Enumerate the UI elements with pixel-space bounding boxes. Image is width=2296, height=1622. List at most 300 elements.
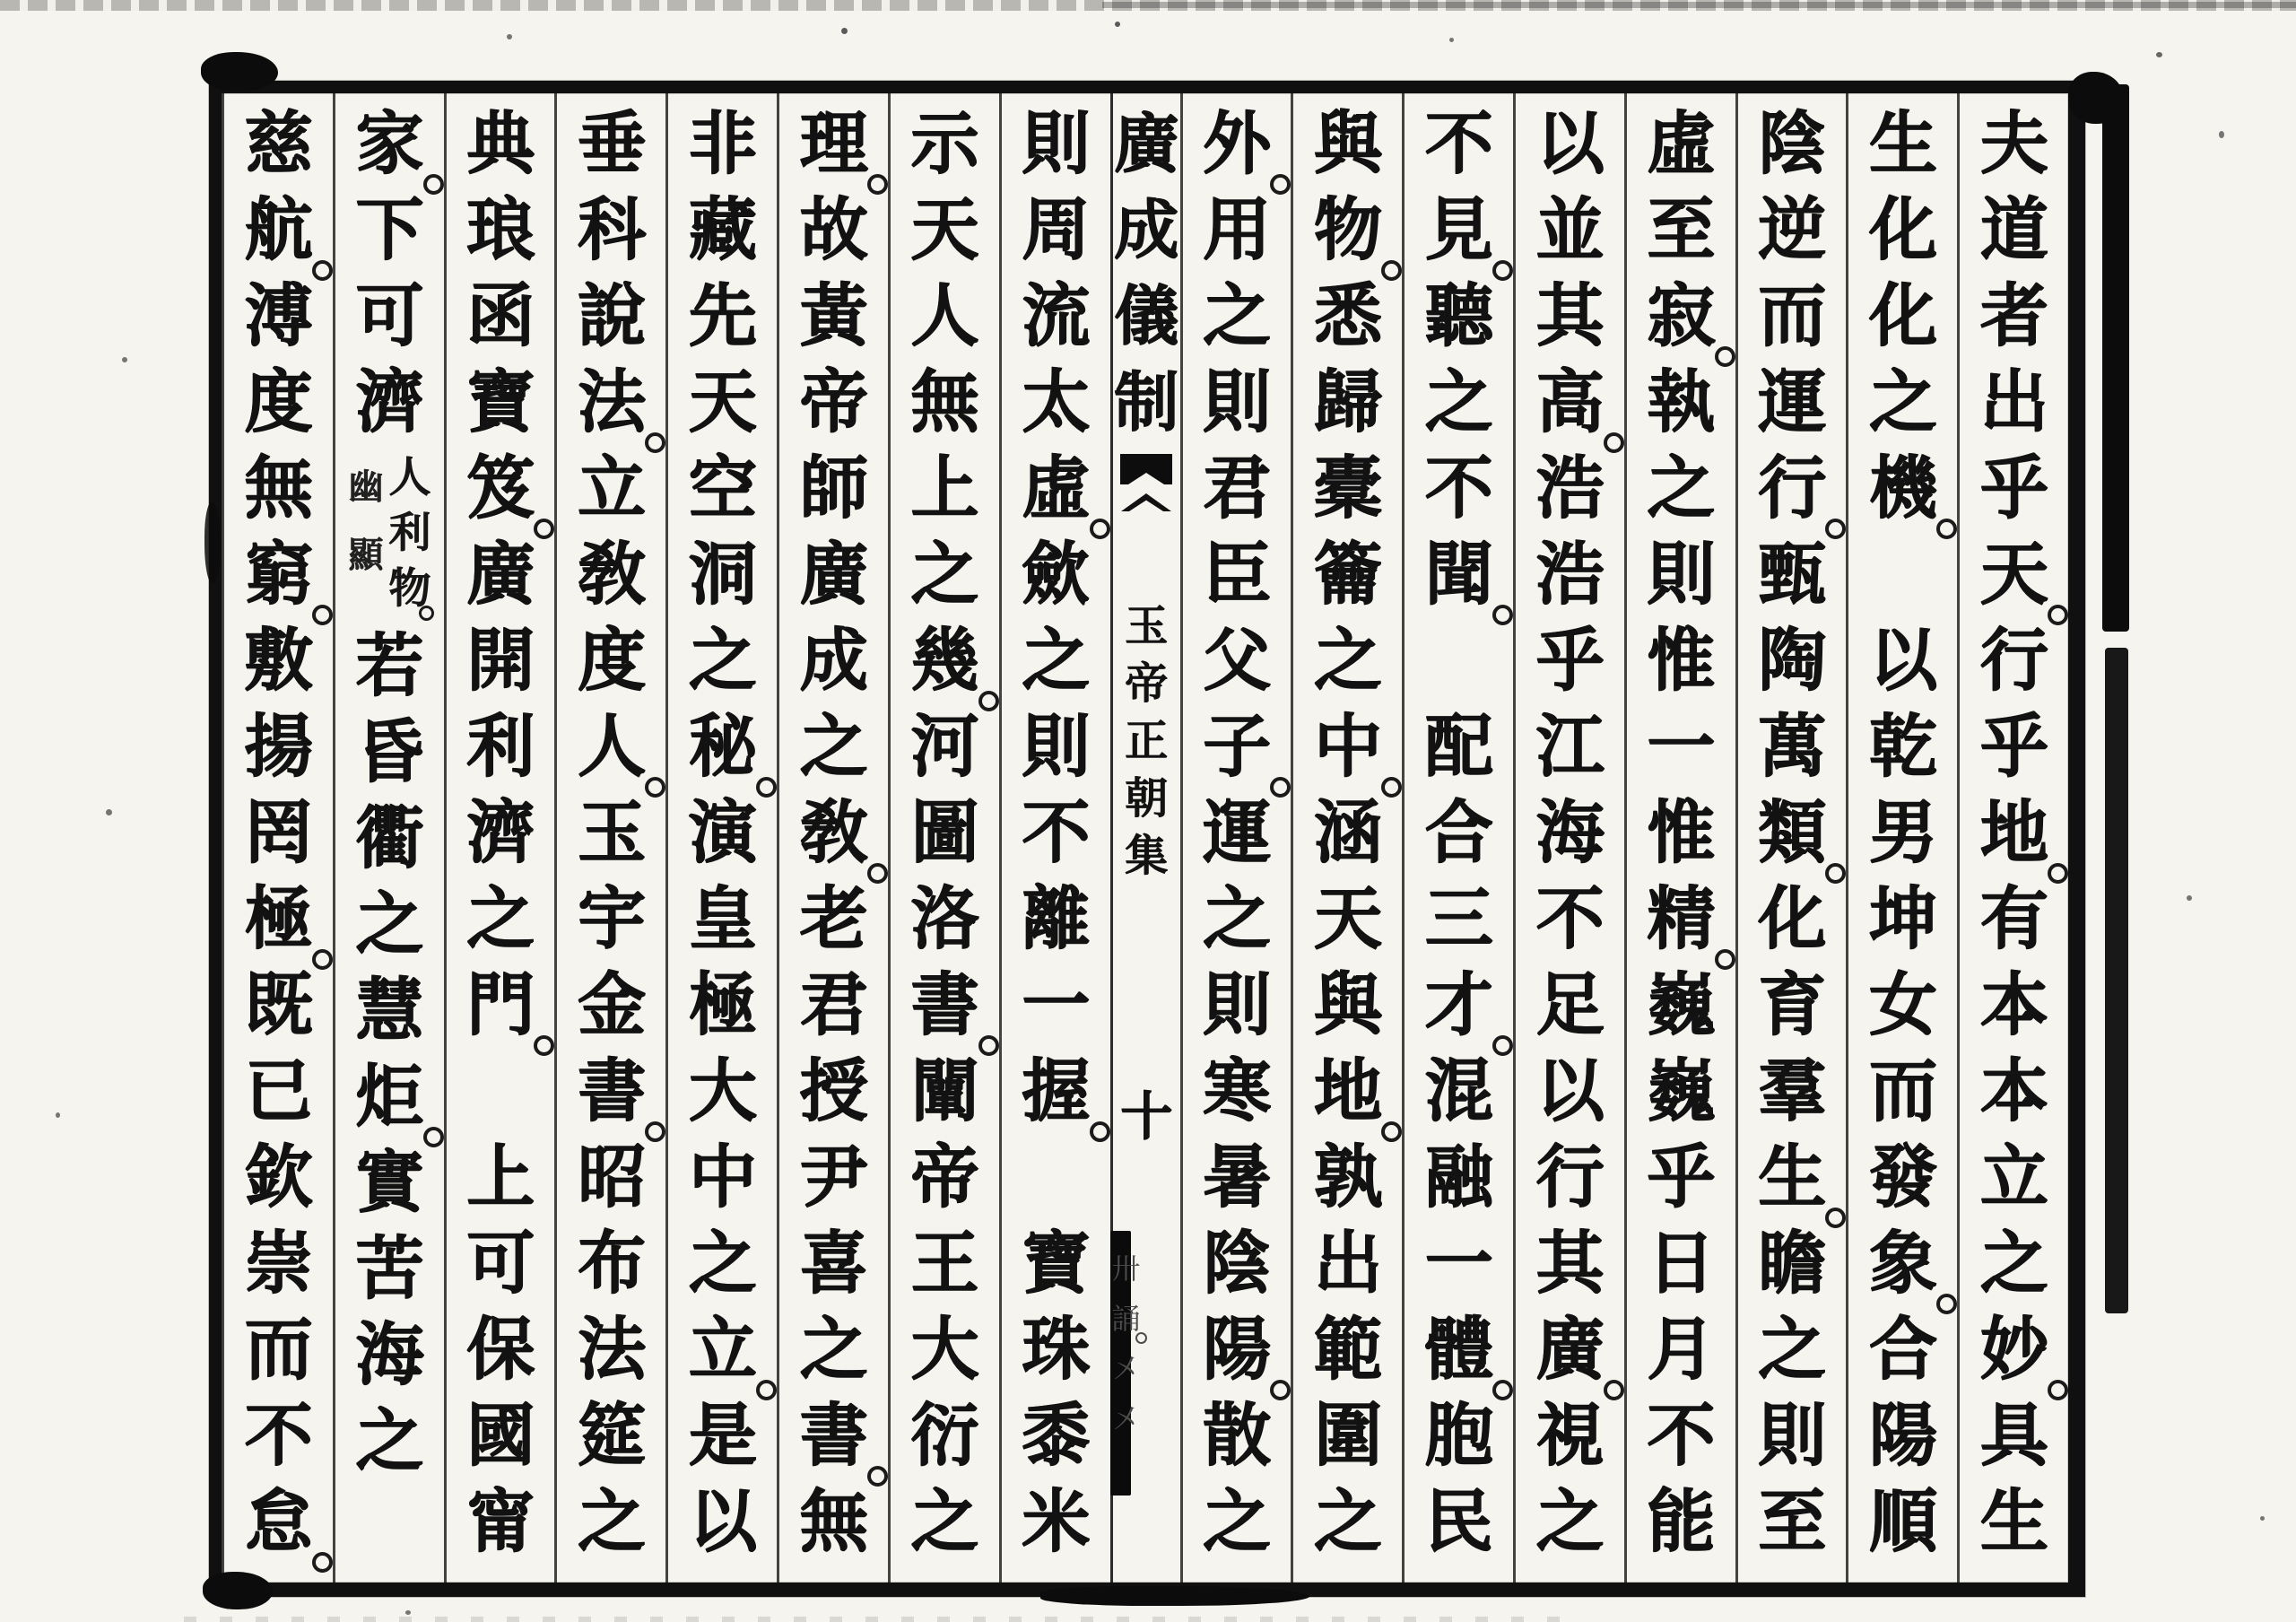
glyph-cell: 大 <box>688 1051 757 1130</box>
glyph-cell: 之 <box>688 1223 757 1303</box>
glyph-cell: 民 <box>1424 1481 1493 1561</box>
scan-artifact-bottom <box>184 1617 1561 1622</box>
reading-circle-mark <box>1492 605 1513 625</box>
glyph-cell: 浩 <box>1535 534 1605 614</box>
glyph-cell: 合 <box>1424 792 1493 872</box>
glyph-cell: 子 <box>1183 703 1292 789</box>
glyph-cell: 若 <box>355 625 424 705</box>
glyph-cell: 衢 <box>355 798 424 877</box>
glyph-cell: 合 <box>1868 1309 1937 1389</box>
ink-blob-top-right <box>2068 72 2124 124</box>
ink-speck <box>507 34 512 39</box>
glyph-cell: 橐 <box>1313 448 1382 528</box>
glyph-cell: 而 <box>1868 1051 1937 1130</box>
glyph-cell: 之 <box>1202 275 1271 355</box>
glyph-cell: 以 <box>1868 620 1937 700</box>
reading-circle-mark <box>1090 1121 1110 1142</box>
glyph-cell: 寶 <box>1022 1223 1091 1303</box>
glyph-cell: 聽 <box>1424 275 1493 355</box>
glyph-cell: 人 <box>557 703 665 789</box>
glyph-cell: 體 <box>1405 1306 1513 1392</box>
glyph-cell: 衍 <box>910 1395 979 1475</box>
ink-speck <box>2219 131 2224 138</box>
glyph-cell: 海 <box>355 1314 424 1394</box>
text-column-7 <box>1291 93 1402 1583</box>
glyph-cell: 垂 <box>577 103 646 183</box>
glyph-cell: 妙 <box>1960 1306 2068 1392</box>
glyph-cell: 不 <box>1424 103 1493 183</box>
glyph-cell: 瞻 <box>1757 1223 1826 1303</box>
glyph-cell: 並 <box>1535 189 1605 269</box>
glyph-cell: 典 <box>466 103 535 183</box>
glyph-cell: 行 <box>1738 445 1847 531</box>
glyph-cell: 可 <box>466 1223 535 1303</box>
glyph-cell: 周 <box>1022 189 1091 269</box>
glyph-cell: 坤 <box>1868 878 1937 958</box>
glyph-cell: 而 <box>244 1309 313 1389</box>
glyph-cell: 男 <box>1868 792 1937 872</box>
text-column-5 <box>1513 93 1624 1583</box>
glyph-cell: 故 <box>799 189 868 269</box>
glyph-cell: 臣 <box>1202 534 1271 614</box>
glyph-cell: 米 <box>1022 1481 1091 1561</box>
text-column-11 <box>888 93 999 1583</box>
spacer <box>1113 511 1180 597</box>
page-frame <box>209 81 2085 1597</box>
glyph-cell: 尹 <box>799 1137 868 1216</box>
ink-blob-top-left <box>201 52 278 92</box>
glyph-cell: 君 <box>1202 448 1271 528</box>
chapter-title-char: 帝 <box>1124 658 1168 709</box>
glyph-cell: 不 <box>244 1395 313 1475</box>
glyph-cell: 與 <box>1313 964 1382 1044</box>
glyph-cell: 象 <box>1848 1220 1957 1306</box>
book-title-char: 制 <box>1113 363 1178 440</box>
ink-speck <box>56 1112 60 1118</box>
glyph-cell: 化 <box>1757 878 1826 958</box>
glyph-cell: 甄 <box>1757 534 1826 614</box>
glyph-cell: 籥 <box>1313 534 1382 614</box>
glyph-cell: 說 <box>577 275 646 355</box>
ink-speck <box>2156 52 2162 57</box>
glyph-cell: 闡 <box>910 1051 979 1130</box>
glyph-cell: 握 <box>1002 1048 1110 1134</box>
chapter-title-char: 集 <box>1124 831 1168 881</box>
glyph-cell: 虛 <box>1002 445 1110 531</box>
glyph-cell: 之 <box>1979 1223 2048 1303</box>
glyph-cell: 乎 <box>1979 448 2048 528</box>
glyph-cell: 生 <box>1979 1481 2048 1561</box>
book-title-char: 廣 <box>1113 105 1178 181</box>
collation-mark-char: 㐅 <box>1111 1352 1141 1386</box>
glyph-cell: 江 <box>1535 706 1605 786</box>
glyph-cell: 王 <box>910 1223 979 1303</box>
glyph-cell: 無 <box>799 1481 868 1561</box>
glyph-cell: 惟 <box>1647 792 1716 872</box>
glyph-cell: 廣 <box>1516 1306 1624 1392</box>
glyph-cell: 立 <box>668 1306 777 1392</box>
glyph-cell: 帝 <box>910 1137 979 1216</box>
glyph-cell: 中 <box>688 1137 757 1216</box>
glyph-cell: 出 <box>1979 362 2048 441</box>
glyph-cell: 敎 <box>577 534 646 614</box>
glyph-cell: 笈 <box>447 445 555 531</box>
glyph-cell: 一 <box>1022 964 1091 1044</box>
glyph-cell: 融 <box>1424 1137 1493 1216</box>
text-column-17 <box>222 93 333 1583</box>
glyph-cell: 道 <box>1979 189 2048 269</box>
glyph-cell: 以 <box>1535 103 1605 183</box>
glyph-cell: 之 <box>799 706 868 786</box>
glyph-cell: 之 <box>1313 1481 1382 1561</box>
text-column-16 <box>333 93 444 1583</box>
glyph-cell: 行 <box>1535 1137 1605 1216</box>
glyph-cell: 罔 <box>244 792 313 872</box>
glyph-cell: 與 <box>1313 103 1382 183</box>
glyph-cell: 不 <box>1535 878 1605 958</box>
ink-speck <box>405 1610 411 1615</box>
glyph-cell: 圍 <box>1313 1395 1382 1475</box>
glyph-cell: 能 <box>1647 1481 1716 1561</box>
glyph-cell: 羣 <box>1757 1051 1826 1130</box>
glyph-cell: 機 <box>1848 445 1957 531</box>
glyph-cell: 之 <box>466 878 535 958</box>
glyph-cell: 化 <box>1868 275 1937 355</box>
glyph-cell: 父 <box>1202 620 1271 700</box>
glyph-cell: 則 <box>1022 706 1091 786</box>
glyph-cell: 書 <box>779 1392 888 1478</box>
glyph-cell: 藏 <box>688 189 757 269</box>
glyph-cell: 一 <box>1424 1223 1493 1303</box>
glyph-cell: 巍 <box>1647 1051 1716 1130</box>
reading-circle-mark <box>534 1035 554 1056</box>
book-title-char: 儀 <box>1113 277 1178 353</box>
glyph-cell: 則 <box>1757 1395 1826 1475</box>
gloss-char: 利 <box>388 509 431 558</box>
gloss-char: 幽 <box>348 467 384 508</box>
text-column-3 <box>1735 93 1847 1583</box>
glyph-cell: 之 <box>355 1400 424 1480</box>
ink-blob-bottom-left <box>203 1572 273 1609</box>
collation-mark-char: 㐅 <box>1111 1402 1141 1436</box>
ink-speck <box>2187 895 2192 901</box>
glyph-cell: 開 <box>466 620 535 700</box>
glyph-cell: 外 <box>1183 100 1292 187</box>
glyph-cell: 至 <box>1757 1481 1826 1561</box>
glyph-cell: 日 <box>1647 1223 1716 1303</box>
glyph-cell: 以 <box>688 1481 757 1561</box>
glyph-cell: 立 <box>1979 1137 2048 1216</box>
glyph-cell: 帝 <box>799 362 868 441</box>
glyph-cell: 之 <box>1202 1481 1271 1561</box>
glyph-cell: 乎 <box>1647 1137 1716 1216</box>
glyph-cell: 極 <box>224 876 333 962</box>
glyph-cell: 慈 <box>244 103 313 183</box>
glyph-cell: 科 <box>577 189 646 269</box>
glyph-cell: 陶 <box>1757 620 1826 700</box>
glyph-cell: 之 <box>910 534 979 614</box>
glyph-cell: 廣 <box>466 534 535 614</box>
glyph-cell: 是 <box>688 1395 757 1475</box>
glyph-cell: 育 <box>1757 964 1826 1044</box>
glyph-cell: 空 <box>688 448 757 528</box>
glyph-cell: 足 <box>1535 964 1605 1044</box>
glyph-cell: 陰 <box>1202 1223 1271 1303</box>
glyph-cell: 聞 <box>1405 531 1513 617</box>
glyph-cell: 本 <box>1979 1051 2048 1130</box>
glyph-cell: 廣 <box>799 534 868 614</box>
glyph-cell: 之 <box>1424 362 1493 441</box>
glyph-cell: 歛 <box>1022 534 1091 614</box>
glyph-cell: 陽 <box>1868 1395 1937 1475</box>
glyph-cell: 慧 <box>355 970 424 1050</box>
glyph-cell: 而 <box>1757 275 1826 355</box>
glyph-cell: 天 <box>1313 878 1382 958</box>
glyph-cell: 書 <box>557 1048 665 1134</box>
glyph-cell: 離 <box>1022 878 1091 958</box>
glyph-cell: 家 <box>335 100 444 187</box>
glyph-cell: 散 <box>1202 1395 1271 1475</box>
glyph-cell: 炬 <box>335 1053 444 1139</box>
gloss-right-column <box>388 450 430 617</box>
glyph-cell: 不 <box>1022 792 1091 872</box>
glyph-cell: 之 <box>577 1481 646 1561</box>
glyph-cell: 之 <box>355 884 424 964</box>
glyph-cell: 敷 <box>244 620 313 700</box>
glyph-cell: 有 <box>1979 878 2048 958</box>
collation-mark-char: 卅 <box>1111 1251 1141 1286</box>
glyph-cell: 之 <box>1647 448 1716 528</box>
glyph-cell: 精 <box>1627 876 1735 962</box>
glyph-cell: 崇 <box>244 1223 313 1303</box>
spacer <box>1113 885 1180 1084</box>
banxin-column <box>1110 93 1180 1583</box>
glyph-cell: 揚 <box>244 706 313 786</box>
glyph-cell: 師 <box>799 448 868 528</box>
glyph-cell: 其 <box>1535 1223 1605 1303</box>
glyph-cell: 地 <box>1293 1048 1402 1134</box>
glyph-cell: 者 <box>1979 275 2048 355</box>
glyph-cell: 至 <box>1647 189 1716 269</box>
glyph-cell: 幾 <box>891 617 999 703</box>
glyph-cell: 出 <box>1313 1223 1382 1303</box>
ink-speck <box>106 809 112 815</box>
glyph-cell: 珠 <box>1022 1309 1091 1389</box>
glyph-cell: 敎 <box>779 789 888 876</box>
glyph-cell: 授 <box>799 1051 868 1130</box>
glyph-cell: 無 <box>910 362 979 441</box>
glyph-cell: 乎 <box>1535 620 1605 700</box>
glyph-cell: 下 <box>355 189 424 269</box>
glyph-cell: 逆 <box>1757 189 1826 269</box>
glyph-cell: 示 <box>910 103 979 183</box>
glyph-cell: 三 <box>1424 878 1493 958</box>
glyph-cell: 虛 <box>1647 103 1716 183</box>
glyph-cell: 已 <box>244 1051 313 1130</box>
glyph-cell: 順 <box>1868 1481 1937 1561</box>
glyph-cell: 金 <box>577 964 646 1044</box>
collation-marks <box>1106 1243 1147 1444</box>
glyph-cell: 之 <box>1022 620 1091 700</box>
glyph-cell: 圖 <box>910 792 979 872</box>
glyph-cell: 喜 <box>799 1223 868 1303</box>
glyph-cell: 萬 <box>1757 706 1826 786</box>
glyph-cell: 國 <box>466 1395 535 1475</box>
text-columns <box>222 93 2068 1583</box>
ink-blob-bottom-center <box>1040 1586 1309 1606</box>
text-column-1 <box>1957 93 2068 1583</box>
glyph-cell: 可 <box>355 275 424 355</box>
glyph-cell: 夫 <box>1979 103 2048 183</box>
reading-circle-mark <box>312 1552 333 1573</box>
glyph-cell: 天 <box>1960 531 2068 617</box>
ink-speck <box>1449 38 1454 42</box>
glyph-cell: 之 <box>799 1309 868 1389</box>
glyph-cell: 海 <box>1535 792 1605 872</box>
glyph-cell: 寶 <box>466 362 535 441</box>
text-column-13 <box>665 93 777 1583</box>
scan-artifact-top-right <box>1102 2 2296 8</box>
glyph-cell: 涵 <box>1313 792 1382 872</box>
glyph-cell: 不 <box>1424 448 1493 528</box>
glyph-cell: 航 <box>224 187 333 273</box>
text-column-8 <box>1180 93 1292 1583</box>
glyph-cell: 暑 <box>1202 1137 1271 1216</box>
glyph-cell: 之 <box>1202 878 1271 958</box>
glyph-cell: 陽 <box>1183 1306 1292 1392</box>
glyph-cell: 書 <box>891 962 999 1048</box>
glyph-cell: 甯 <box>466 1481 535 1561</box>
glyph-cell: 人 <box>910 275 979 355</box>
gloss-char: 物 <box>388 562 430 617</box>
glyph-cell: 上 <box>466 1137 535 1216</box>
ink-bar-right-bottom <box>2105 648 2128 1313</box>
glyph-cell: 用 <box>1202 189 1271 269</box>
glyph-cell: 運 <box>1202 792 1271 872</box>
fishtail-icon <box>1120 454 1172 484</box>
glyph-cell: 黍 <box>1022 1395 1091 1475</box>
glyph-cell: 類 <box>1738 789 1847 876</box>
glyph-cell: 範 <box>1313 1309 1382 1389</box>
glyph-cell: 陰 <box>1757 103 1826 183</box>
glyph-cell: 才 <box>1405 962 1513 1048</box>
glyph-cell: 以 <box>1535 1051 1605 1130</box>
glyph-cell: 濟 <box>355 362 424 441</box>
glyph-cell: 昏 <box>355 711 424 791</box>
glyph-cell: 濟 <box>466 792 535 872</box>
glyph-cell: 函 <box>466 275 535 355</box>
glyph-cell: 則 <box>1202 964 1271 1044</box>
glyph-cell: 實 <box>355 1142 424 1222</box>
glyph-cell: 見 <box>1405 187 1513 273</box>
glyph-cell: 執 <box>1647 362 1716 441</box>
glyph-cell: 布 <box>577 1223 646 1303</box>
glyph-cell: 怠 <box>224 1478 333 1565</box>
glyph-cell: 生 <box>1868 103 1937 183</box>
glyph-cell: 物 <box>1293 187 1402 273</box>
glyph-cell: 洛 <box>910 878 979 958</box>
ink-speck <box>841 28 848 34</box>
gloss-char: 顯 <box>348 535 384 576</box>
ink-speck <box>2260 1516 2265 1521</box>
glyph-cell: 發 <box>1868 1137 1937 1216</box>
text-column-12 <box>777 93 888 1583</box>
text-column-4 <box>1624 93 1735 1583</box>
glyph-cell: 之 <box>1535 1481 1605 1561</box>
glyph-cell: 昭 <box>577 1137 646 1216</box>
reading-circle-mark <box>419 606 434 621</box>
glyph-cell: 君 <box>799 964 868 1044</box>
glyph-cell: 女 <box>1868 964 1937 1044</box>
glyph-cell: 惟 <box>1647 620 1716 700</box>
ink-blob-left-edge <box>204 502 221 583</box>
glyph-cell: 筵 <box>577 1395 646 1475</box>
glyph-cell: 寒 <box>1202 1051 1271 1130</box>
glyph-cell: 法 <box>557 359 665 445</box>
chapter-title-char: 玉 <box>1124 601 1168 651</box>
glyph-cell: 則 <box>1022 103 1091 183</box>
glyph-cell: 理 <box>779 100 888 187</box>
glyph-cell: 極 <box>688 964 757 1044</box>
glyph-cell: 無 <box>244 448 313 528</box>
text-column-14 <box>554 93 665 1583</box>
glyph-cell: 既 <box>244 964 313 1044</box>
glyph-cell: 洞 <box>688 534 757 614</box>
glyph-cell: 非 <box>688 103 757 183</box>
glyph-cell: 欽 <box>244 1137 313 1216</box>
glyph-cell: 不 <box>1647 1395 1716 1475</box>
reading-circle-mark <box>1135 1332 1147 1344</box>
glyph-cell: 乾 <box>1868 706 1937 786</box>
glyph-cell: 門 <box>447 962 555 1048</box>
glyph-cell: 河 <box>910 706 979 786</box>
ink-bar-right-top <box>2102 84 2129 632</box>
glyph-cell: 琅 <box>466 189 535 269</box>
glyph-cell: 保 <box>466 1309 535 1389</box>
gloss-left-column <box>348 450 383 617</box>
glyph-cell: 演 <box>688 792 757 872</box>
glyph-cell: 之 <box>688 620 757 700</box>
glyph-cell: 玉 <box>577 792 646 872</box>
glyph-cell: 乎 <box>1979 706 2048 786</box>
page-number: 十 <box>1119 1086 1172 1147</box>
glyph-cell: 配 <box>1424 706 1493 786</box>
glyph-cell: 度 <box>577 620 646 700</box>
glyph-cell: 之 <box>1868 362 1937 441</box>
glyph-cell: 混 <box>1424 1051 1493 1130</box>
glyph-cell: 則 <box>1202 362 1271 441</box>
glyph-cell: 寂 <box>1627 273 1735 359</box>
glyph-cell: 浩 <box>1535 448 1605 528</box>
glyph-cell: 大 <box>910 1309 979 1389</box>
reading-circle-mark <box>1936 519 1957 539</box>
glyph-cell: 之 <box>910 1481 979 1561</box>
glyph-cell: 悉 <box>1313 275 1382 355</box>
glyph-cell: 上 <box>910 448 979 528</box>
glyph-cell: 黃 <box>799 275 868 355</box>
glyph-cell: 天 <box>910 189 979 269</box>
glyph-cell: 天 <box>688 362 757 441</box>
glyph-cell: 皇 <box>688 878 757 958</box>
glyph-cell: 成 <box>799 620 868 700</box>
glyph-cell: 窮 <box>224 531 333 617</box>
glyph-cell: 化 <box>1868 189 1937 269</box>
glyph-cell: 孰 <box>1313 1137 1382 1216</box>
glyph-cell: 巍 <box>1647 964 1716 1044</box>
glyph-cell: 流 <box>1022 275 1091 355</box>
glyph-cell: 度 <box>244 362 313 441</box>
glyph-cell: 一 <box>1647 706 1716 786</box>
